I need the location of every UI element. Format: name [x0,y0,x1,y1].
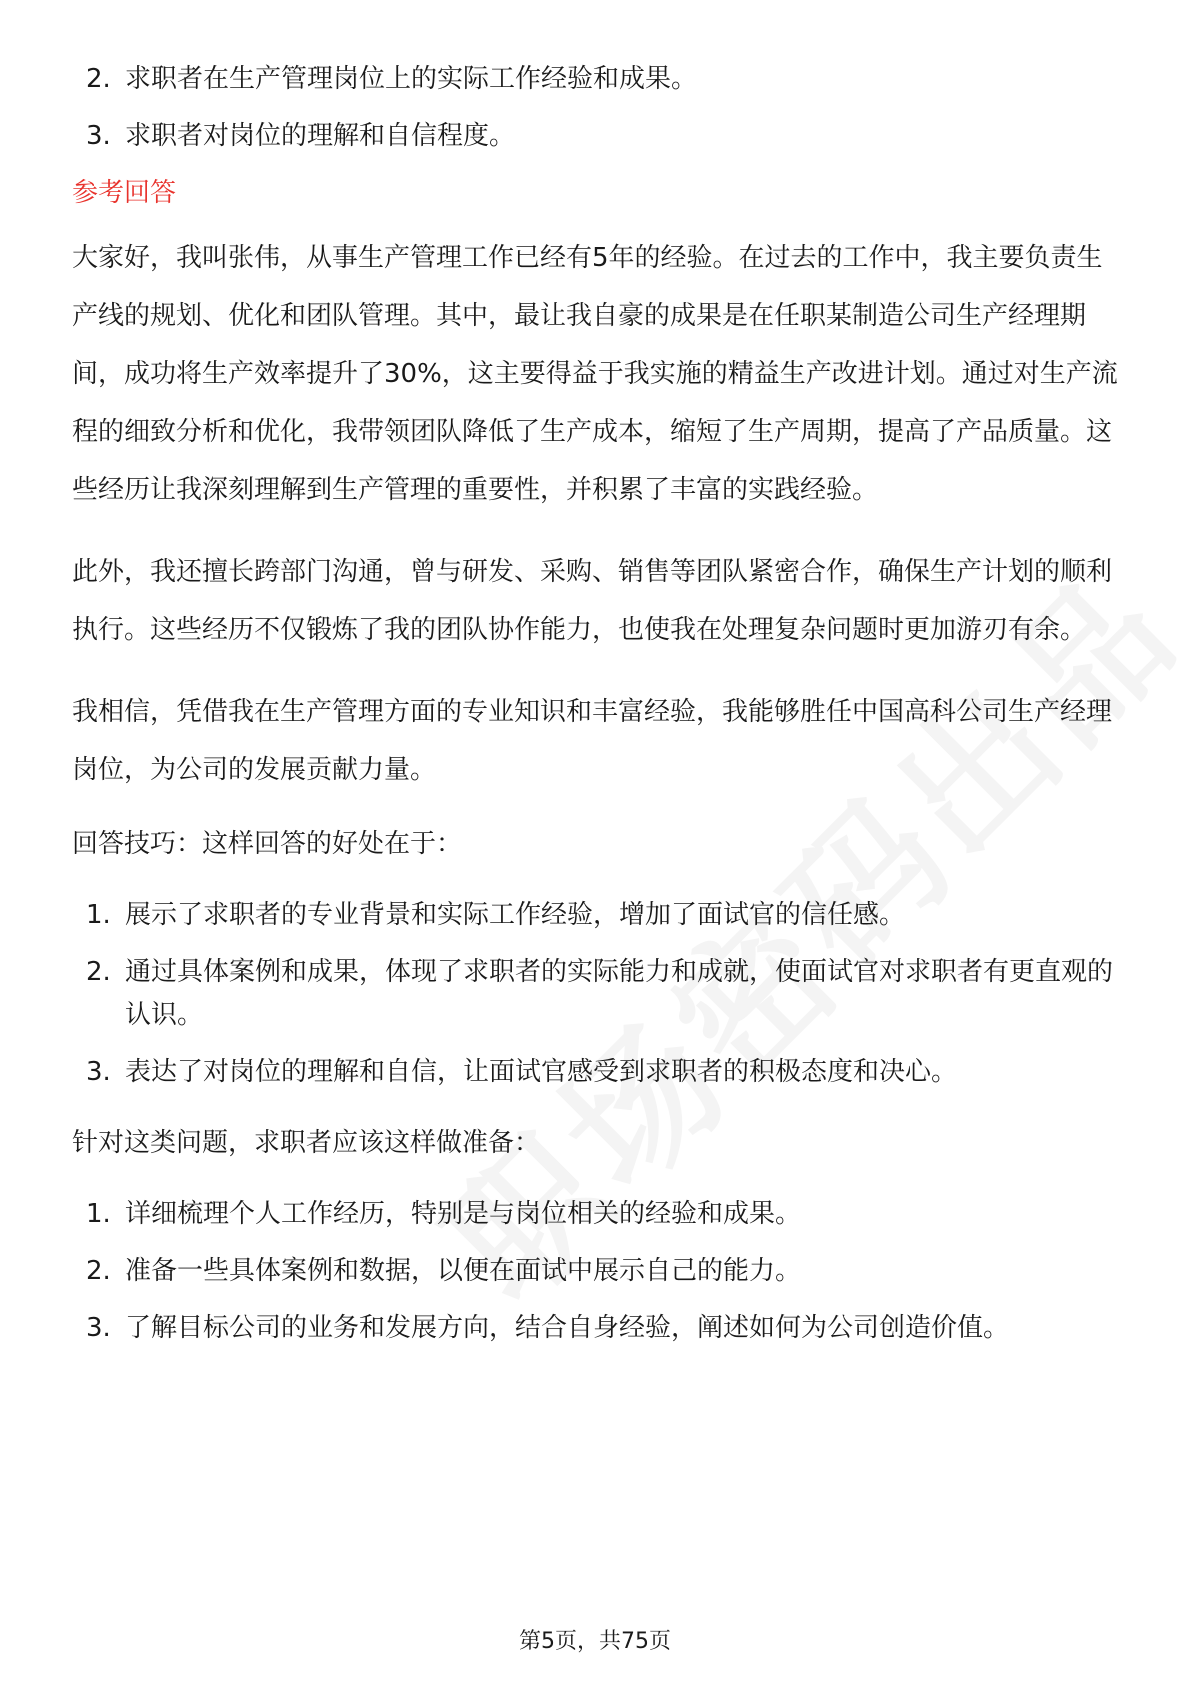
list-item-text: 展示了求职者的专业背景和实际工作经验，增加了面试官的信任感。 [125,900,906,930]
criteria-list [72,58,1118,158]
page-number-footer: 第5页，共75页 [519,1629,671,1654]
list-number: 1. [86,900,111,930]
list-item-text: 求职者在生产管理岗位上的实际工作经验和成果。 [125,64,698,94]
list-number: 1. [86,1199,111,1229]
list-item-text: 通过具体案例和成果，体现了求职者的实际能力和成就，使面试官对求职者有更直观的认识。 [125,957,1114,1030]
answer-paragraph: 我相信，凭借我在生产管理方面的专业知识和丰富经验，我能够胜任中国高科公司生产经理岗位，为公司的发展贡献力量。 [72,697,1113,785]
prep-list [72,1193,1118,1350]
list-item-text: 表达了对岗位的理解和自信，让面试官感受到求职者的积极态度和决心。 [125,1057,958,1087]
list-item [72,951,1118,1037]
list-item [72,1250,1118,1293]
content-area [72,58,1118,1364]
list-item [72,1307,1118,1350]
list-item [72,1193,1118,1236]
tips-intro: 回答技巧：这样回答的好处在于： [72,829,463,859]
list-number: 3. [86,1057,111,1087]
list-number: 2. [86,64,111,94]
list-item [72,1051,1118,1094]
list-number: 2. [86,957,111,987]
list-number: 3. [86,121,111,151]
list-number: 3. [86,1313,111,1343]
section-title-reference-answer: 参考回答 [72,178,177,208]
list-item [72,894,1118,937]
list-item-text: 了解目标公司的业务和发展方向，结合自身经验，阐述如何为公司创造价值。 [125,1313,1010,1343]
prep-intro: 针对这类问题，求职者应该这样做准备： [72,1128,541,1158]
list-item-text: 详细梳理个人工作经历，特别是与岗位相关的经验和成果。 [125,1199,802,1229]
list-number: 2. [86,1256,111,1286]
list-item-text: 求职者对岗位的理解和自信程度。 [125,121,516,151]
answer-paragraph: 大家好，我叫张伟，从事生产管理工作已经有5年的经验。在过去的工作中，我主要负责生产线的规划、优化和团队管理。其中，最让我自豪的成果是在任职某制造公司生产经理期间，成功将生产效率提升了30%，这主要得益于我实施的精益生产改进计划。通过对生产流程的细致分析和优化，我带领团队降低了生产成本，缩短了生产周期，提高了产品质量。这些经历让我深刻理解到生产管理的重要性，并积累了丰富的实践经验。 [72,243,1118,505]
tips-list [72,894,1118,1094]
list-item [72,58,1118,101]
list-item [72,115,1118,158]
list-item-text: 准备一些具体案例和数据，以便在面试中展示自己的能力。 [125,1256,802,1286]
answer-paragraph: 此外，我还擅长跨部门沟通，曾与研发、采购、销售等团队紧密合作，确保生产计划的顺利执行。这些经历不仅锻炼了我的团队协作能力，也使我在处理复杂问题时更加游刃有余。 [72,557,1113,645]
